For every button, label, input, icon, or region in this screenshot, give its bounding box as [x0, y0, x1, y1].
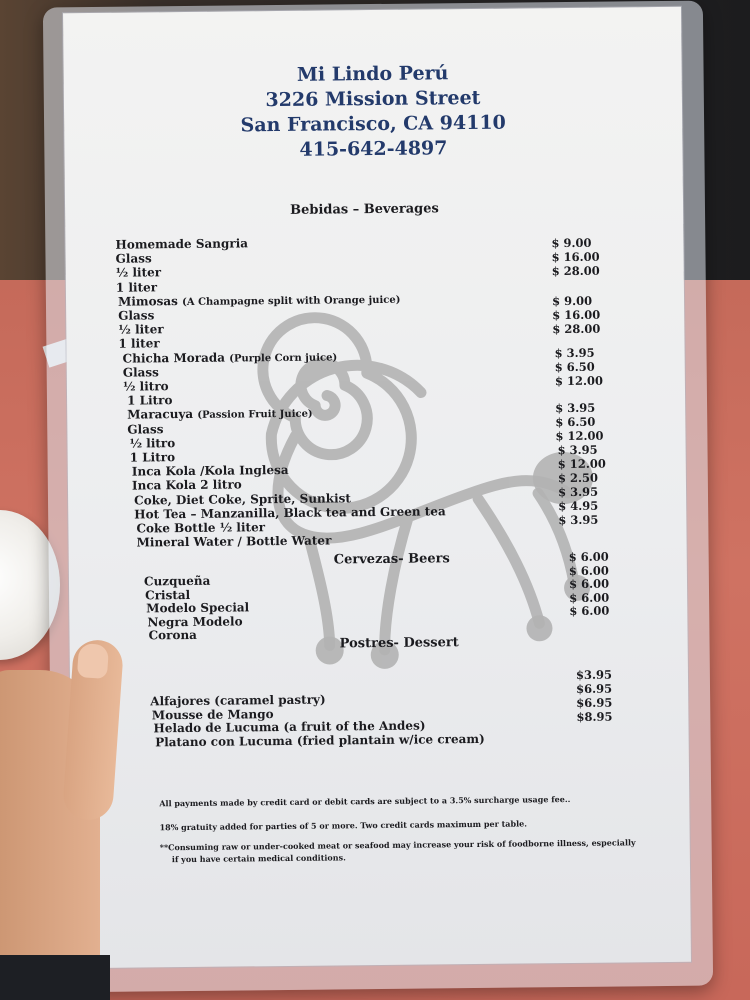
beverage-price: $ 3.95 — [558, 512, 599, 528]
dessert-section-title: Postres- Dessert — [339, 635, 459, 652]
restaurant-header — [64, 59, 683, 165]
beverage-note: (A Champagne split with Orange juice) — [182, 294, 401, 308]
beverage-price: $ 12.00 — [557, 456, 606, 472]
beverage-item — [127, 422, 163, 436]
beverage-item — [123, 379, 169, 393]
beer-item: Cristal — [145, 587, 191, 602]
beverage-label: Mineral Water / Bottle Water — [136, 533, 332, 550]
beer-item: Modelo Special — [146, 600, 250, 616]
beverage-label: 1 liter — [118, 336, 160, 352]
beverage-label: Glass — [118, 308, 155, 323]
beverages-section-title: Bebidas – Beverages — [290, 201, 439, 218]
dessert-price: $6.95 — [576, 681, 613, 696]
beverage-label: Hot Tea – Manzanilla, Black tea and Green tea — [134, 504, 446, 522]
beverage-item — [118, 292, 401, 309]
beverage-item — [123, 349, 338, 365]
beverage-label: ½ liter — [118, 322, 164, 337]
beverage-price: $ 6.50 — [554, 359, 595, 375]
beverage-label: Glass — [127, 421, 164, 437]
beverage-label: Mimosas — [117, 293, 178, 309]
beverage-item — [127, 393, 173, 407]
beverage-item — [116, 252, 152, 266]
dessert-price: $3.95 — [575, 667, 613, 682]
beer-price: $ 6.00 — [568, 576, 610, 591]
dessert-item: Platano con Lucuma (fried plantain w/ice cream) — [155, 731, 485, 749]
beverage-price: $ 16.00 — [551, 249, 600, 265]
beverage-label: ½ litro — [122, 379, 169, 394]
beverage-price: $ 9.00 — [551, 293, 593, 309]
restaurant-address: 3226 Mission Street — [265, 86, 481, 112]
beverage-price: $ 9.00 — [551, 235, 592, 251]
beverage-label: ½ litro — [129, 435, 176, 451]
beverage-price: $ 3.95 — [557, 442, 598, 458]
beverage-item — [118, 308, 154, 322]
beverage-item — [123, 365, 159, 379]
beverage-label: Inca Kola 2 litro — [131, 477, 242, 493]
beverage-note: (Passion Fruit Juice) — [197, 409, 313, 422]
beverage-label: Homemade Sangria — [115, 236, 249, 252]
beverage-label: ½ liter — [115, 265, 162, 281]
food-warning-note-line2: if you have certain medical conditions. — [171, 852, 346, 865]
beverage-label: Coke, Diet Coke, Sprite, Sunkist — [134, 490, 351, 508]
beverage-item — [116, 266, 161, 280]
surcharge-note: All payments made by credit card or debit cards are subject to a 3.5% surcharge usage fee.. — [159, 793, 571, 809]
beer-price: $ 6.00 — [569, 603, 610, 618]
beverage-price: $ 2.50 — [557, 470, 598, 486]
beverage-item — [132, 463, 289, 479]
beverage-note: (Purple Corn juice) — [229, 352, 338, 365]
beer-price: $ 6.00 — [568, 563, 609, 578]
restaurant-name: Mi Lindo Perú — [296, 62, 449, 86]
beer-item: Corona — [148, 627, 197, 643]
hand-holding-menu — [0, 610, 130, 1000]
beers-section-title: Cervezas- Beers — [333, 551, 450, 568]
dessert-price: $6.95 — [576, 695, 613, 710]
beverage-label: Glass — [122, 365, 159, 380]
jacket-cuff — [0, 955, 110, 1000]
beverage-item — [127, 406, 313, 422]
beverage-label: Glass — [115, 251, 152, 266]
beverage-label: 1 liter — [115, 279, 158, 295]
beverage-price: $ 16.00 — [552, 307, 601, 323]
beverage-item — [129, 436, 175, 450]
beverage-price: $ 3.95 — [554, 345, 595, 361]
beverage-item — [130, 450, 176, 464]
restaurant-phone: 415-642-4897 — [299, 137, 448, 161]
beverage-price: $ 6.50 — [555, 414, 596, 430]
beer-price: $ 6.00 — [569, 590, 610, 605]
beverage-item — [118, 322, 163, 336]
dessert-item: Mousse de Mango — [151, 706, 274, 722]
beer-price: $ 6.00 — [568, 549, 609, 564]
restaurant-city: San Francisco, CA 94110 — [240, 111, 506, 137]
beverage-price: $ 28.00 — [552, 321, 601, 337]
beverage-label: 1 Litro — [129, 450, 176, 465]
dessert-item: Helado de Lucuma (a fruit of the Andes) — [153, 718, 426, 736]
dessert-item: Alfajores (caramel pastry) — [150, 692, 326, 709]
beverage-price: $ 12.00 — [554, 373, 603, 389]
beverage-label: 1 Litro — [127, 393, 173, 408]
beverage-item — [136, 534, 331, 550]
beverage-item — [136, 520, 265, 535]
beverage-label: Maracuya — [127, 407, 194, 423]
beverage-price: $ 28.00 — [551, 263, 600, 279]
beverage-price: $ 4.95 — [558, 498, 599, 514]
beverage-price: $ 12.00 — [555, 428, 604, 444]
beverage-item — [116, 280, 157, 294]
beverage-item — [118, 337, 159, 351]
food-warning-note-line1: **Consuming raw or under-cooked meat or seafood may increase your risk of foodborne illness, especially — [159, 837, 636, 853]
beverage-label: Coke Bottle ½ liter — [136, 520, 266, 536]
menu-page — [63, 7, 691, 968]
beverage-price: $ 3.95 — [555, 400, 596, 416]
dessert-price: $8.95 — [576, 709, 613, 724]
beverage-item — [132, 478, 242, 493]
beverage-price: $ 3.95 — [557, 484, 599, 500]
beverage-label: Inca Kola /Kola Inglesa — [131, 463, 289, 479]
beverage-item — [115, 236, 248, 251]
beverage-label: Chicha Morada — [122, 350, 226, 366]
gratuity-note: 18% gratuity added for parties of 5 or more. Two credit cards maximum per table. — [159, 818, 528, 833]
beer-item: Negra Modelo — [147, 613, 243, 629]
beer-item: Cuzqueña — [143, 573, 211, 589]
